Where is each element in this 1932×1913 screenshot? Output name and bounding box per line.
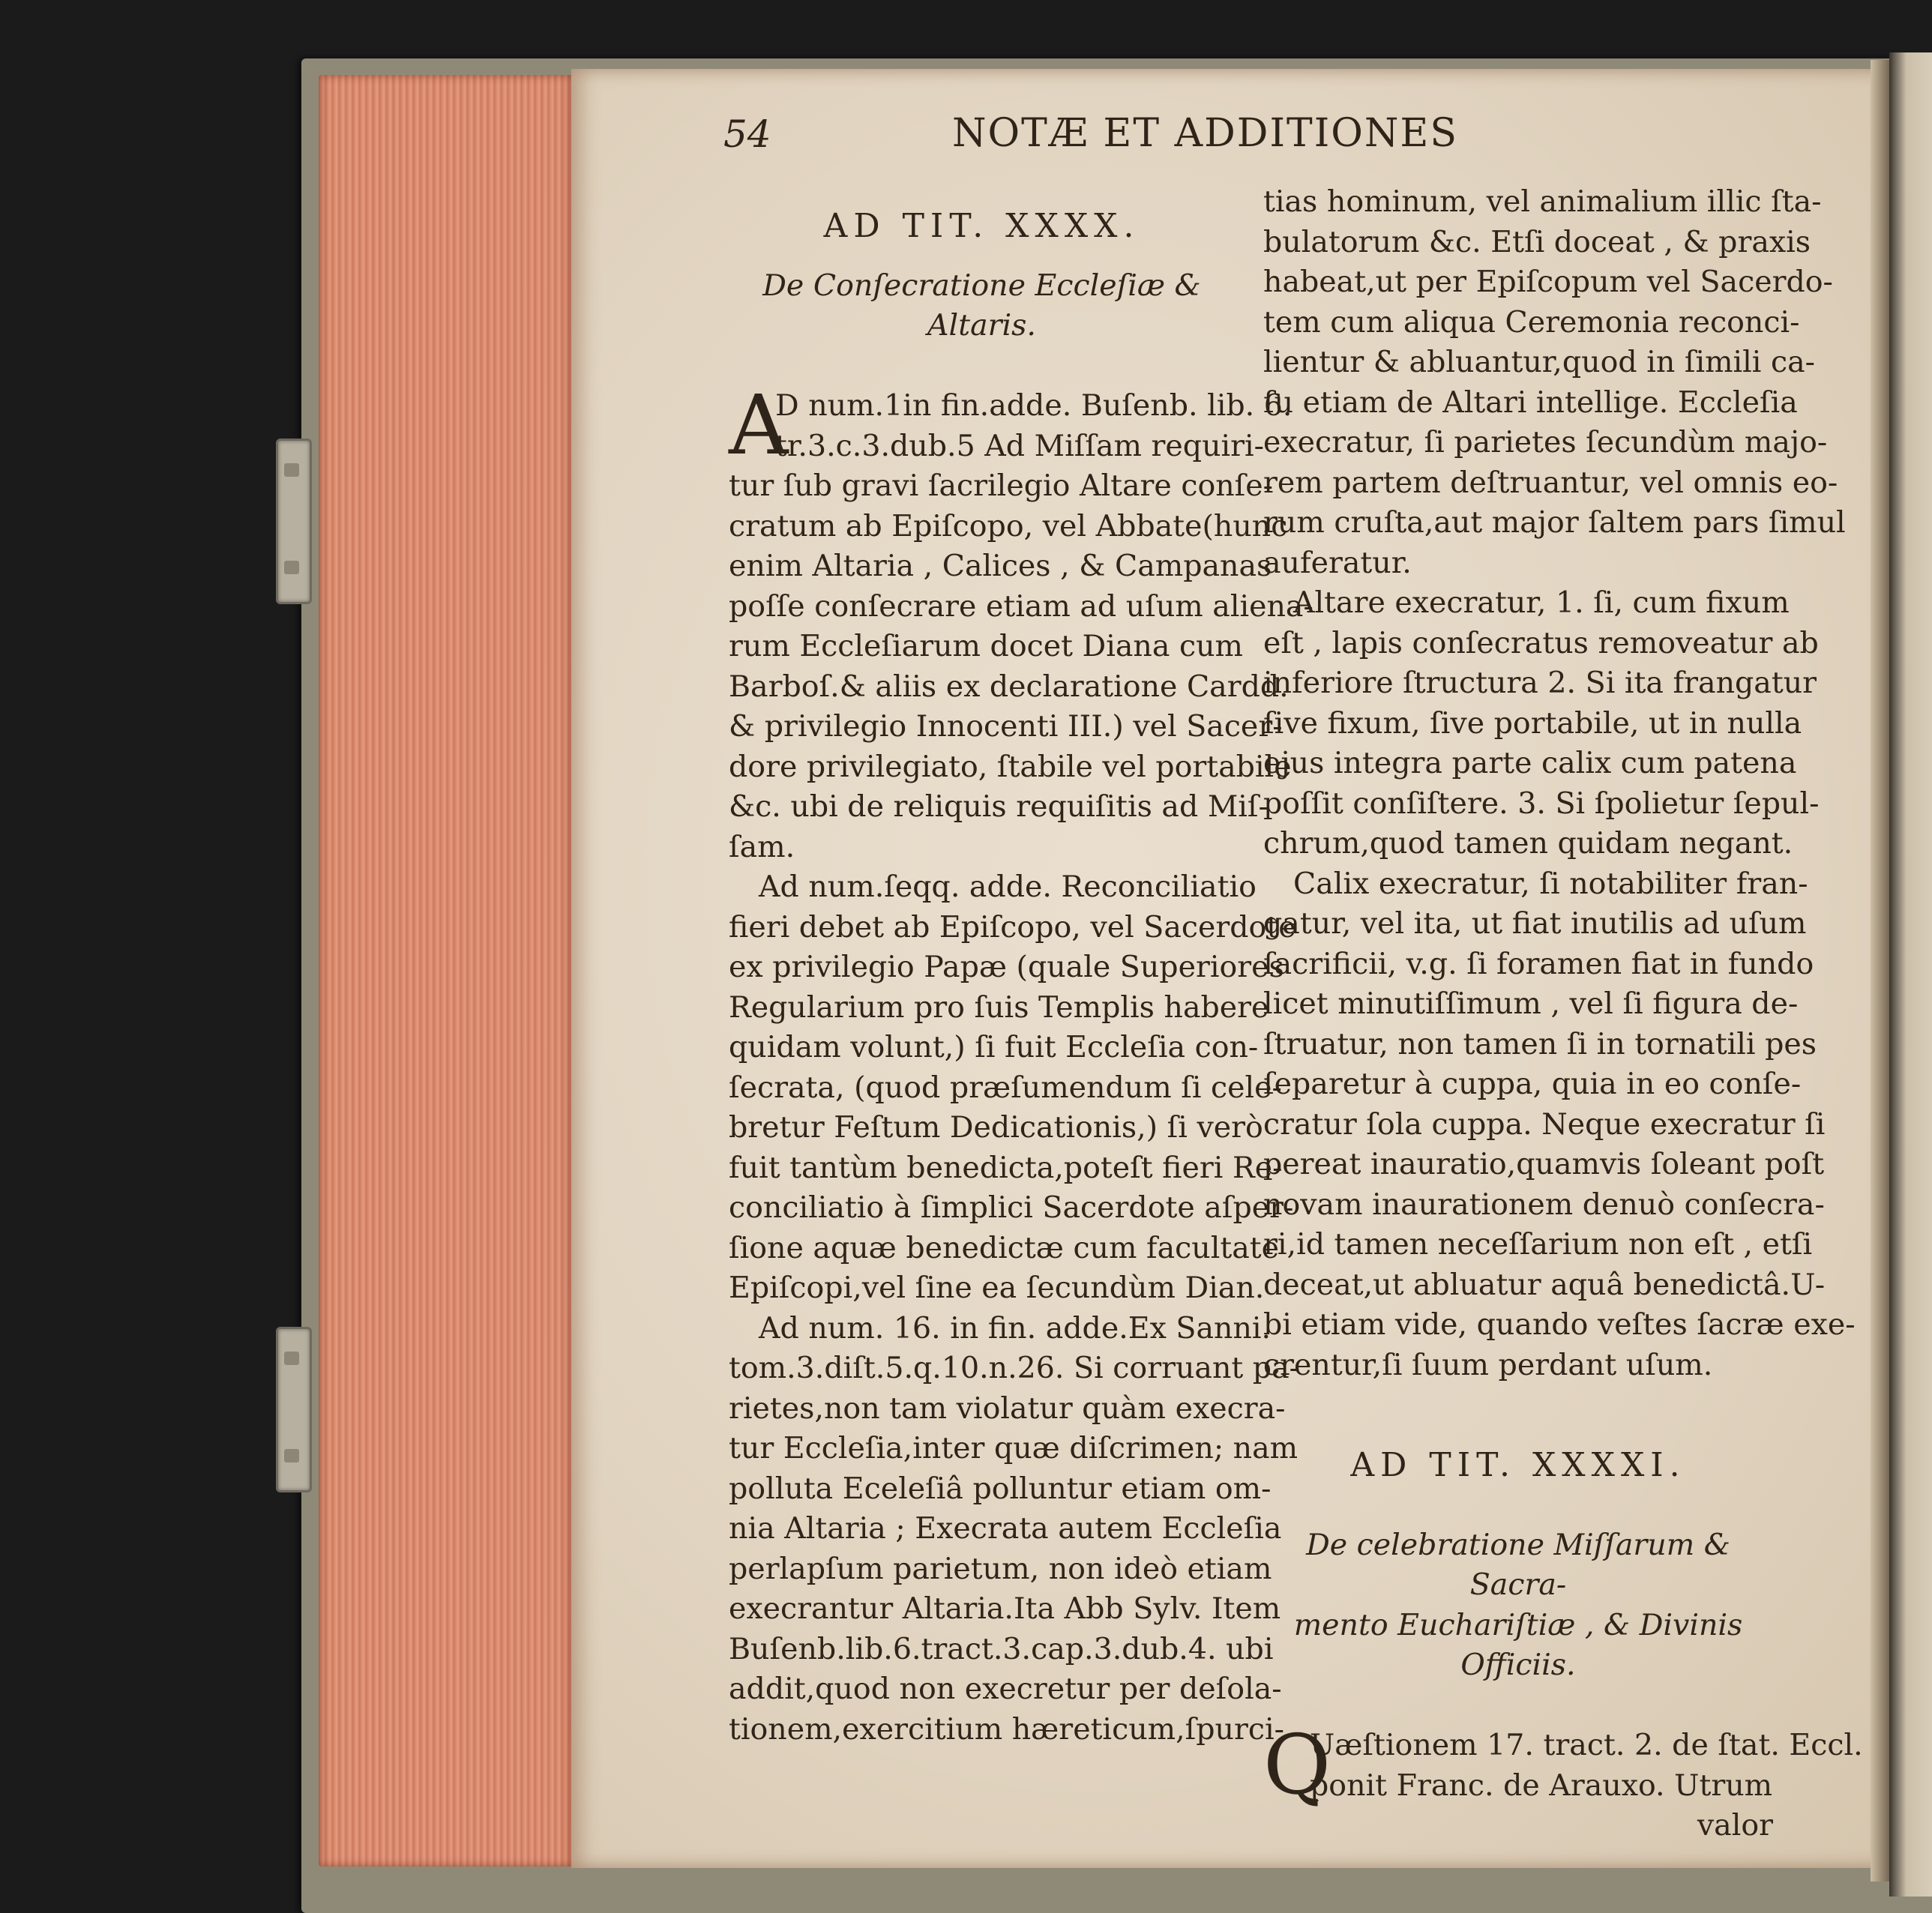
text-line: rum cruſta,aut major ſaltem pars ſimul: [1263, 505, 1846, 540]
text-line: tionem,exercitium hæreticum,ſpurci-: [729, 1711, 1284, 1747]
text-line: ri,id tamen neceſſarium non eſt , etſi: [1263, 1227, 1813, 1262]
text-line: ſacrificii, v.g. ſi foramen fiat in fundo: [1263, 946, 1814, 981]
text-line: tur ſub gravi ſacrilegio Altare conſe-: [729, 469, 1274, 503]
text-line: bretur Feſtum Dedicationis,) ſi verò: [729, 1110, 1263, 1145]
right-column: [1263, 182, 1863, 1846]
text-line: ex privilegio Papæ (quale Superiores: [729, 950, 1284, 984]
text-line: conciliatio à ſimplici Sacerdote aſper-: [729, 1190, 1294, 1225]
text-line: rem partem deſtruantur, vel omnis eo-: [1263, 465, 1838, 500]
text-line: tr.3.c.3.dub.5 Ad Miſſam requiri-: [775, 428, 1265, 463]
section-subheading-line: Altaris.: [927, 308, 1036, 343]
text-line: poſſe conſecrare etiam ad uſum aliena-: [729, 588, 1313, 624]
section-heading: AD TIT. XXXXI.: [1350, 1445, 1686, 1484]
text-line: rum Eccleſiarum docet Diana cum: [729, 629, 1243, 663]
text-line: inferiore ſtructura 2. Si ita frangatur: [1263, 666, 1817, 700]
text-line: eſt , lapis conſecratus removeatur ab: [1263, 625, 1819, 660]
text-line: dore privilegiato, ſtabile vel portabile: [729, 749, 1292, 784]
text-line: gatur, vel ita, ut fiat inutilis ad uſum: [1263, 906, 1807, 941]
text-line: ejus integra parte calix cum patena: [1263, 746, 1797, 780]
text-line: Buſenb.lib.6.tract.3.cap.3.dub.4. ubi: [729, 1631, 1274, 1666]
text-line: ſtruatur, non tamen ſi in tornatili pes: [1263, 1026, 1817, 1061]
text-line: polluta Eceleſiâ polluntur etiam om-: [729, 1471, 1272, 1506]
text-line: execratur, ſi parietes ſecundùm majo-: [1263, 425, 1828, 460]
running-head: NOTÆ ET ADDITIONES: [952, 111, 1458, 156]
text-line: ſeparetur à cuppa, quia in eo conſe-: [1263, 1067, 1802, 1101]
section-subheading-line: Officiis.: [1460, 1648, 1576, 1682]
facing-page-edge: [1889, 52, 1932, 1897]
text-line: cratum ab Epiſcopo, vel Abbate(hunc: [729, 508, 1288, 543]
text-line: tur Eccleſia,inter quæ diſcrimen; nam: [729, 1431, 1298, 1465]
text-line: fieri debet ab Epiſcopo, vel Sacerdote: [729, 909, 1296, 945]
text-line: quidam volunt,) ſi fuit Eccleſia con-: [729, 1030, 1259, 1064]
text-line: cratur ſola cuppa. Neque execratur ſi: [1263, 1106, 1826, 1142]
section-subheading-line: mento Euchariſtiæ , & Divinis: [1293, 1607, 1743, 1642]
page-edges: [319, 75, 574, 1867]
text-line: ſione aquæ benedictæ cum facultate: [729, 1230, 1280, 1265]
left-column: [729, 206, 1313, 1750]
text-line: execrantur Altaria.Ita Abb Sylv. Item: [729, 1591, 1281, 1626]
text-line: ponit Franc. de Arauxo. Utrum: [1310, 1768, 1773, 1803]
text-line: Ad num. 16. in fin. adde.Ex Sanni.: [759, 1310, 1272, 1346]
text-line: addit,quod non execretur per deſola-: [729, 1672, 1282, 1706]
text-line: Barboſ.& aliis ex declaratione Cardd.: [729, 669, 1289, 704]
drop-cap: Q: [1263, 1717, 1331, 1813]
text-line: nia Altaria ; Execrata autem Eccleſia: [729, 1511, 1282, 1546]
text-line: Epiſcopi,vel ſine ea ſecundùm Dian.: [729, 1271, 1265, 1305]
text-line: Uæſtionem 17. tract. 2. de ſtat. Eccl.: [1310, 1728, 1863, 1762]
text-line: rietes,non tam violatur quàm execra-: [729, 1391, 1286, 1426]
text-line: ſecrata, (quod præſumendum ſi cele-: [729, 1070, 1282, 1105]
page-number: 54: [723, 112, 771, 156]
text-line: fuit tantùm benedicta,poteſt fieri Re-: [729, 1150, 1283, 1185]
text-line: bi etiam vide, quando veſtes ſacræ exe-: [1263, 1307, 1856, 1342]
text-line: Ad num.ſeqq. adde. Reconciliatio: [759, 870, 1257, 904]
text-line: chrum,quod tamen quidam negant.: [1263, 826, 1793, 861]
text-line: habeat,ut per Epiſcopum vel Sacerdo-: [1263, 265, 1833, 299]
text-line: licet minutiſſimum , vel ſi figura de-: [1263, 986, 1799, 1021]
text-line: perlapſum parietum, non ideò etiam: [729, 1551, 1272, 1586]
section-heading: AD TIT. XXXX.: [823, 207, 1140, 245]
text-line: poſſit conſiſtere. 3. Si ſpolietur ſepul-: [1263, 786, 1820, 821]
text-line: crentur,ſi ſuum perdant uſum.: [1263, 1347, 1713, 1382]
text-line: tom.3.diſt.5.q.10.n.26. Si corruant pa-: [729, 1351, 1299, 1385]
text-line: auferatur.: [1263, 545, 1412, 580]
text-line: novam inaurationem denuò conſecra-: [1263, 1187, 1825, 1222]
text-line: ſam.: [729, 829, 795, 864]
text-line: bulatorum &c. Etſi doceat , & praxis: [1263, 224, 1811, 259]
text-line: ſu etiam de Altari intellige. Eccleſia: [1263, 385, 1798, 420]
text-line: deceat,ut abluatur aquâ benedictâ.U-: [1263, 1267, 1826, 1302]
text-line: ſive fixum, ſive portabile, ut in nulla: [1263, 705, 1802, 741]
text-line: tem cum aliqua Ceremonia reconci-: [1263, 304, 1800, 340]
text-line: Regularium pro ſuis Templis habere: [729, 989, 1269, 1025]
text-line: enim Altaria , Calices , & Campanas: [729, 549, 1272, 583]
section-subheading-line: De celebratione Miſſarum & Sacra-: [1306, 1527, 1730, 1602]
clasp-top: [276, 439, 312, 604]
text-line: valor: [1697, 1808, 1773, 1843]
text-line: lientur & abluantur,quod in ſimili ca-: [1263, 345, 1816, 379]
clasp-bottom: [276, 1327, 312, 1492]
drop-cap: A: [729, 377, 789, 473]
text-line: Altare execratur, 1. ſi, cum fixum: [1293, 585, 1790, 620]
text-line: & privilegio Innocenti III.) vel Sacer-: [729, 709, 1283, 744]
section-subheading-line: De Conſecratione Eccleſiæ &: [762, 268, 1201, 303]
text-line: D num.1in fin.adde. Buſenb. lib. 6.: [775, 388, 1292, 423]
text-line: tias hominum, vel animalium illic ſta-: [1263, 184, 1822, 219]
text-line: &c. ubi de reliquis requiſitis ad Miſ-: [729, 789, 1269, 824]
text-line: pereat inauratio,quamvis ſoleant poſt: [1263, 1147, 1825, 1181]
text-line: Calix execratur, ſi notabiliter fran-: [1293, 866, 1808, 901]
